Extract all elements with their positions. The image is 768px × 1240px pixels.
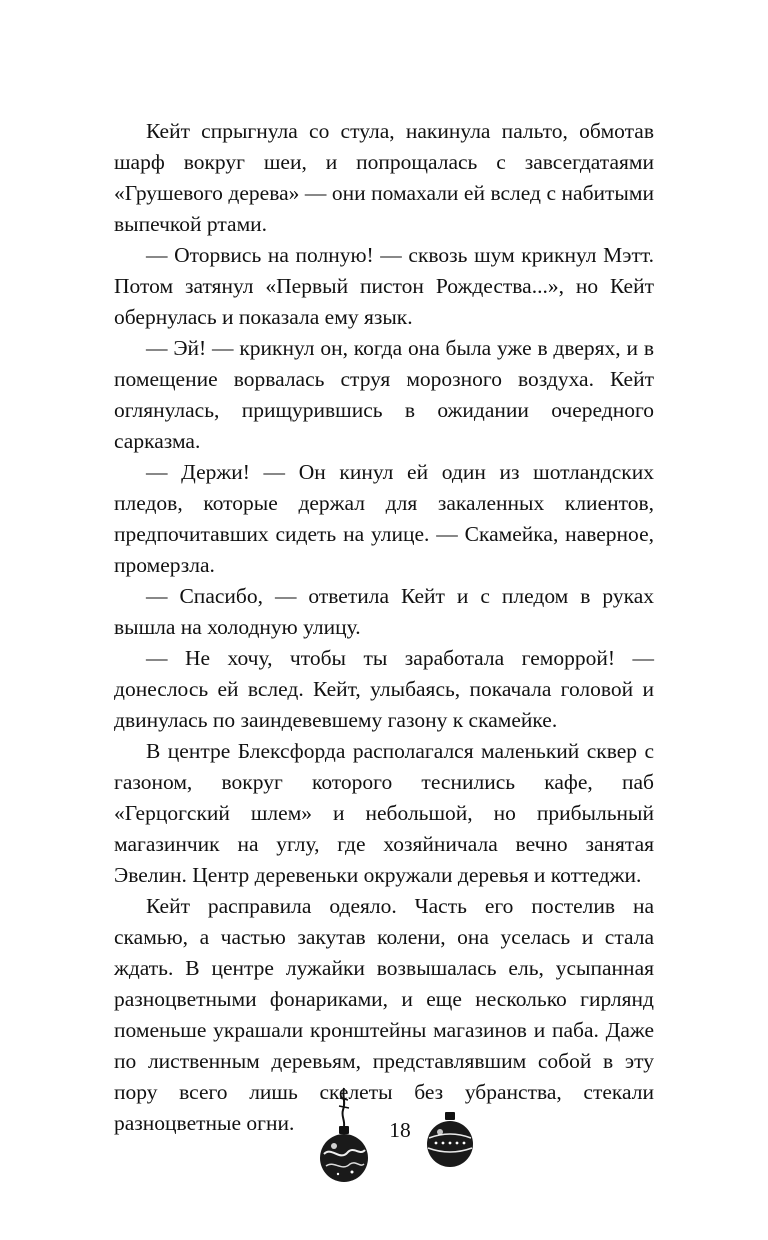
page-footer bbox=[0, 1106, 768, 1206]
christmas-bauble-icon bbox=[424, 1108, 476, 1178]
paragraph: — Не хочу, чтобы ты заработала геморрой! — донеслось ей вслед. Кейт, улыбаясь, покачала головой и двинулась по заиндевевшему газону к скамейке. bbox=[114, 646, 654, 732]
paragraph: — Спасибо, — ответила Кейт и с пледом в руках вышла на холодную улицу. bbox=[114, 584, 654, 639]
paragraph: — Оторвись на полную! — сквозь шум крикнул Мэтт. Потом затянул «Первый пистон Рождества...», но Кейт обернулась и показала ему язык. bbox=[114, 243, 654, 329]
page-number: 18 bbox=[389, 1118, 411, 1142]
page-body-text bbox=[114, 116, 654, 1139]
paragraph: Кейт спрыгнула со стула, накинула пальто, обмотав шарф вокруг шеи, и попрощалась с завсегдатаями «Грушевого дерева» — они помахали ей вслед с набитыми выпечкой ртами. bbox=[114, 119, 654, 236]
christmas-bauble-icon bbox=[318, 1084, 370, 1194]
paragraph: В центре Блексфорда располагался маленький сквер с газоном, вокруг которого теснились кафе, паб «Герцогский шлем» и небольшой, но прибыльный магазинчик на углу, где хозяйничала вечно занятая Эвелин. Центр деревеньки окружали деревья и коттеджи. bbox=[114, 739, 654, 887]
paragraph: Кейт расправила одеяло. Часть его постелив на скамью, а частью закутав колени, она уселась и стала ждать. В центре лужайки возвышалась ель, усыпанная разноцветными фонариками, и еще несколько гирлянд поменьше украшали кронштейны магазинов и паба. Даже по лиственным деревьям, представлявшим собой в эту пору всего лишь скелеты без убранства, стекали разноцветные огни. bbox=[114, 894, 654, 1135]
paragraph: — Держи! — Он кинул ей один из шотландских пледов, которые держал для закаленных клиентов, предпочитавших сидеть на улице. — Скамейка, наверное, промерзла. bbox=[114, 460, 654, 577]
paragraph: — Эй! — крикнул он, когда она была уже в дверях, и в помещение ворвалась струя морозного воздуха. Кейт оглянулась, прищурившись в ожидании очередного сарказма. bbox=[114, 336, 654, 453]
